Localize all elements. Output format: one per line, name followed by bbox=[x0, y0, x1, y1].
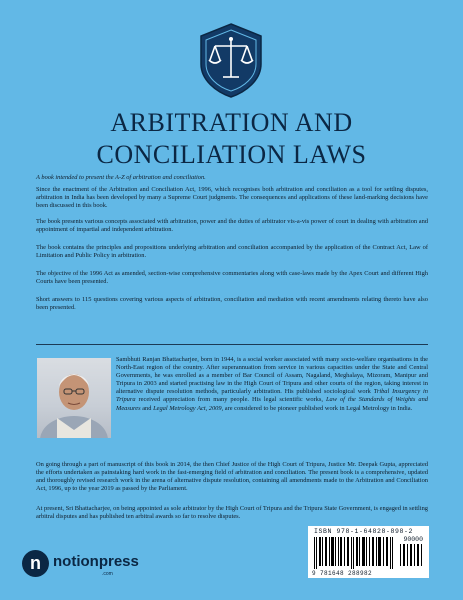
section-divider bbox=[36, 344, 428, 345]
blurb-paragraph: The objective of the 1996 Act as amended, section-wise comprehensive commentaries along with case-laws made by the Apex Court and different High Courts have been presented. bbox=[36, 270, 428, 286]
bio-work-title: Law of the Standards of Weights and Measures bbox=[116, 396, 429, 412]
closing-paragraph: On going through a part of manuscript of this book in 2014, the then Chief Justice of the High Court of Tripura, Justice Mr. Deepak Gupta, appreciated the efforts undertaken as painstaking hard work in the fast-emerging field of arbitration and conciliation. The present book is a comprehensive, updated and thoroughly revised research work in the arena of alternative dispute resolution, containing all amendments made to the Arbitration and Conciliation Act, 1996, up to the year 2019 as passed by the Parliament. bbox=[36, 461, 428, 493]
bio-text: and bbox=[140, 404, 154, 412]
publisher-name: notionpress bbox=[53, 553, 139, 570]
barcode-bars bbox=[314, 537, 394, 569]
author-bio bbox=[116, 356, 428, 413]
closing-paragraph: At present, Sri Bhattacharjee, on being appointed as sole arbitrator by the High Court of Tripura and the Tripura State Government, is engaged in settling arbitral disputes and has published ten arbitral awards so far to resolve disputes. bbox=[36, 505, 428, 521]
isbn-number: ISBN 978-1-64828-898-2 bbox=[314, 528, 414, 535]
bio-text: Sambhuti Ranjan Bhattacharjee, born in 1944, is a social worker associated with many socio-welfare organisations in the North-East region of the country. After superannuation from service in various capacities under the State and Central Governments, he was enrolled as a member of Bar Council of Assam, Nagaland, Meghalaya, Mizoram, Manipur and Tripura in 2003 and started practising law in the High Court of Tripura and other courts of the region, taking interest in alternative dispute resolution methods, particularly arbitration. His published sociological work bbox=[116, 356, 428, 396]
bio-text: are considered to be pioneer published work in Legal Metrology in India. bbox=[223, 404, 413, 412]
publisher-domain: .com bbox=[102, 571, 113, 577]
blurb-paragraph: The book contains the principles and propositions underlying arbitration and conciliation accompanied by the application of the Contract Act, Law of Limitation and Public Policy in arbitration. bbox=[36, 244, 428, 260]
publisher-logo bbox=[22, 548, 142, 580]
isbn-barcode bbox=[308, 526, 429, 578]
bio-work-title: Tribal Insurgency in Tripura bbox=[116, 388, 428, 404]
book-title-line-1: ARBITRATION AND bbox=[110, 108, 353, 137]
blurb-paragraph: Since the enactment of the Arbitration and Conciliation Act, 1996, which recognises both arbitration and conciliation as a tool for settling disputes, arbitration in India has been developed by many a Supreme Court judgments. The consequences and applications of these land-marking decisions have been discussed in this book. bbox=[36, 186, 428, 210]
blurb-paragraph: Short answers to 115 questions covering various aspects of arbitration, conciliation and mediation with recent amendments relating thereto have also been presented. bbox=[36, 296, 428, 312]
bio-text: received appreciation from many people. His legal scientific works, bbox=[135, 396, 326, 404]
publisher-logo-icon: n bbox=[22, 550, 49, 577]
book-title-line-2: CONCILIATION LAWS bbox=[96, 140, 367, 169]
barcode-digits: 9 781648 288982 bbox=[312, 570, 373, 577]
scales-of-justice-emblem bbox=[198, 22, 264, 98]
price-barcode-bars bbox=[400, 544, 424, 566]
price-code: 90000 bbox=[403, 536, 423, 543]
blurb-paragraph: The book presents various concepts associated with arbitration, power and the duties of arbitrator vis-a-vis power of court in dealing with arbitration and appointment of impartial and independent arbitration. bbox=[36, 218, 428, 234]
author-photo bbox=[37, 358, 111, 438]
tagline: A book intended to present the A-Z of arbitration and conciliation. bbox=[36, 174, 206, 181]
bio-work-title: Legal Metrology Act, 2009, bbox=[153, 404, 224, 412]
